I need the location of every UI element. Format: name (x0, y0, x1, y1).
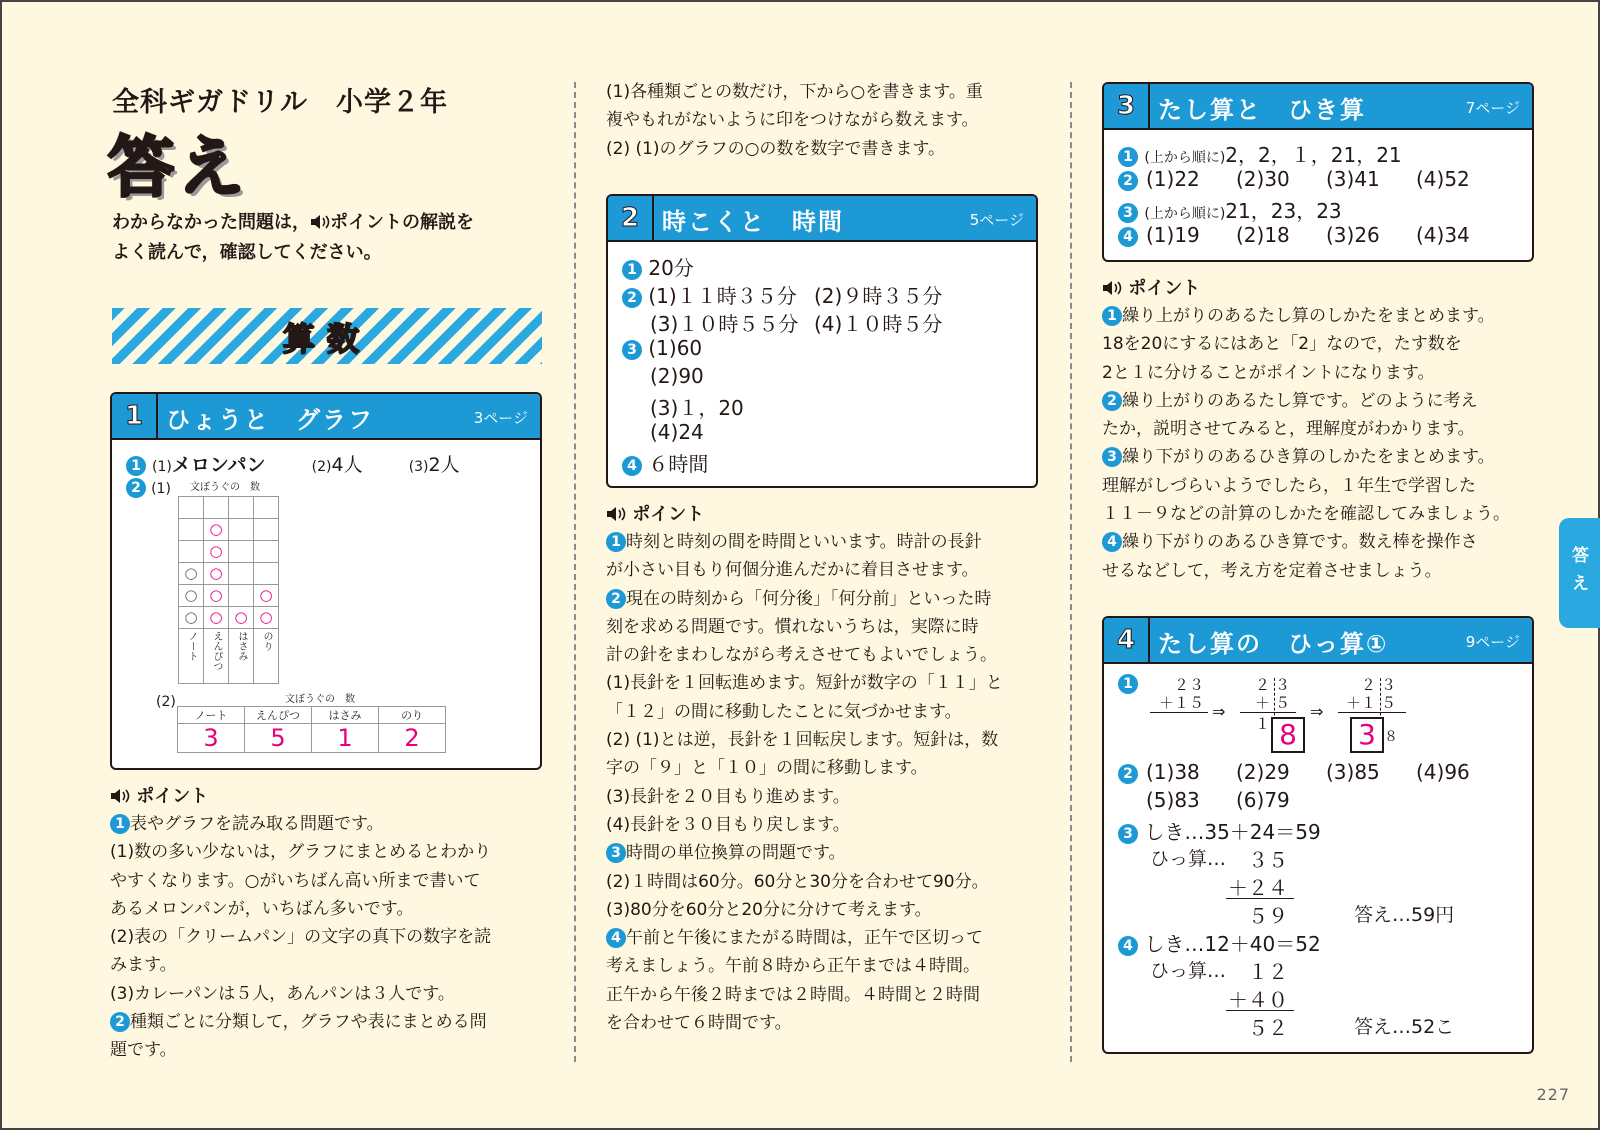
answers-side-tab[interactable] (1559, 518, 1600, 628)
point-line (606, 783, 1003, 811)
point-line (1102, 557, 1510, 585)
point-text: 現在の時刻から「何分後」「何分前」といった時 (626, 588, 992, 609)
middle-top-text (606, 78, 983, 163)
question-number: 2 (126, 478, 146, 498)
carry-digit: ８ (1384, 729, 1398, 745)
graph-cell (179, 497, 204, 519)
side-tab-char: 答 (1572, 546, 1589, 566)
point-number: 3 (1102, 447, 1122, 467)
graph-caption: 文ぼうぐの 数 (190, 482, 260, 493)
point-line (606, 698, 1003, 726)
point-line (606, 952, 1003, 980)
point-text: (4)長針を３０目もり戻します。 (606, 814, 850, 835)
point-line (110, 951, 491, 979)
graph-cell: ○ (204, 585, 229, 607)
side-tab-char: え (1572, 574, 1589, 594)
point-text: せるなどして，考え方を定着させましょう。 (1102, 560, 1442, 581)
s2-a4 (622, 448, 708, 477)
s2-a3-2: (2)90 (650, 364, 704, 388)
subject-label: 算数 (282, 320, 371, 358)
point-text: (2)表の「クリームパン」の文字の真下の数字を読 (110, 927, 492, 948)
s3-a2-1: (1)22 (1146, 167, 1200, 191)
point-line (606, 528, 1003, 556)
s3-a2-4: (4)52 (1416, 167, 1470, 191)
page-reference: 5ページ (969, 211, 1024, 229)
s2-a2-2: (2)９時３５分 (814, 284, 943, 308)
count-table (177, 706, 446, 753)
answer-note: (上から順に) (1144, 206, 1226, 222)
point-line (606, 754, 1003, 782)
table-header-cell: はさみ (312, 707, 379, 724)
point-text: 繰り上がりのあるたし算です。どのように考え (1122, 390, 1478, 411)
point-line (606, 556, 1003, 584)
graph-cell (204, 497, 229, 519)
point-line (606, 811, 1003, 839)
point-number: 2 (110, 1012, 130, 1032)
point-line (1102, 500, 1510, 528)
section-title: ひょうと グラフ (166, 406, 374, 434)
table-caption: 文ぼうぐの 数 (285, 694, 355, 705)
question-number: 3 (1118, 203, 1138, 223)
point-text: (2)１時間は60分。60分と30分を合わせて90分。 (606, 871, 989, 892)
question-number: 4 (1118, 936, 1138, 956)
section-title: 時こくと 時間 (662, 208, 844, 236)
point-line (1102, 528, 1510, 556)
graph-cell: ○ (204, 607, 229, 629)
answer-label: (1) (151, 481, 171, 497)
question-number: 4 (622, 456, 642, 476)
s4-a2-5: (5)83 (1146, 788, 1200, 812)
point-line (1102, 472, 1510, 500)
table-value-cell: 5 (245, 724, 312, 753)
s2-a2-3: (3)１０時５５分 (650, 312, 799, 336)
column-divider (1070, 82, 1072, 1062)
point-number: 1 (110, 814, 130, 834)
calc-line (1150, 712, 1208, 713)
answer-value: 21，23，23 (1225, 199, 1342, 223)
point-heading (110, 782, 208, 808)
answer-value: 2人 (428, 454, 460, 476)
page-reference: 3ページ (473, 409, 528, 427)
point-number: 4 (1102, 532, 1122, 552)
point-line (606, 981, 1003, 1009)
page-title: 答え (108, 129, 248, 206)
question-number: 2 (1118, 764, 1138, 784)
s3-a2-3: (3)41 (1326, 167, 1380, 191)
point-text: (2) (1)とは逆，長針を１回転戻します。短針は，数 (606, 730, 999, 751)
question-number: 3 (622, 340, 642, 360)
point-text: 繰り下がりのあるひき算です。数え棒を操作さ (1122, 532, 1478, 553)
point-line (110, 810, 491, 838)
point-text: (1)数の多い少ないは，グラフにまとめるとわかり (110, 842, 492, 863)
section-number: 1 (112, 394, 158, 438)
section-2-header (608, 196, 1036, 242)
s4-a2-2: (2)29 (1236, 760, 1290, 784)
table-header-cell: のり (379, 707, 446, 724)
point-text: 2と１に分けることがポイントになります。 (1102, 362, 1435, 383)
text-line: 複やもれがないように印をつけながら数えます。 (606, 110, 979, 131)
graph-cell: ○ (179, 585, 204, 607)
calc-step2-bot-b: ５ (1274, 694, 1290, 712)
s1-q2 (126, 478, 171, 498)
answer-note: (上から順に) (1144, 150, 1226, 166)
s4-q4 (1118, 928, 1321, 957)
question-number: 4 (1118, 227, 1138, 247)
graph-cell (229, 541, 254, 563)
graph-cell: ○ (179, 607, 204, 629)
question-number: 1 (622, 260, 642, 280)
calc-step3-top-a: ２ (1360, 676, 1376, 694)
point-text: (1)長針を１回転進めます。短針が数字の「１１」と (606, 673, 1003, 694)
pictograph (178, 496, 279, 684)
section-2-point-text (606, 528, 1003, 1037)
answer-box: 8 (1271, 717, 1305, 753)
answer-value: 4人 (331, 454, 363, 476)
point-text: (3)80分を60分と20分に分けて考えます。 (606, 899, 932, 920)
point-text: １１－９などの計算のしかたを確認してみましょう。 (1102, 504, 1510, 525)
point-line (606, 839, 1003, 867)
calc-line (1226, 1010, 1294, 1011)
answer-value: メロンパン (171, 454, 266, 476)
final-answer: 答え…59円 (1354, 904, 1455, 926)
question-number: 1 (126, 456, 146, 476)
intro-line1a: わからなかった問題は， (112, 212, 310, 233)
point-text: 時刻と時刻の間を時間といいます。時計の長針 (626, 532, 982, 552)
point-text: 理解がしづらいようでしたら，１年生で学習した (1102, 475, 1476, 496)
graph-cell (179, 519, 204, 541)
calc-step3-top-b: ３ (1380, 676, 1396, 694)
point-text: を合わせて６時間です。 (606, 1013, 792, 1034)
intro-text (112, 208, 532, 268)
point-text: 刻を求める問題です。慣れないうちは，実際に時 (606, 616, 979, 637)
point-line (1102, 387, 1510, 415)
point-text: 時間の単位換算の問題です。 (626, 843, 846, 864)
point-line (1102, 302, 1510, 330)
section-3-header (1104, 84, 1532, 130)
point-line (606, 868, 1003, 896)
point-text: たか，説明させてみると，理解度がわかります。 (1102, 419, 1475, 440)
graph-cell (254, 541, 279, 563)
s1-q1 (126, 450, 460, 477)
graph-category-label: ノート (179, 629, 204, 684)
point-line (110, 867, 491, 895)
graph-cell (229, 585, 254, 607)
graph-cell (254, 563, 279, 585)
calc-step2-bot-a: ＋１ (1254, 694, 1270, 733)
graph-cell (254, 497, 279, 519)
point-text: 字の「９」と「１０」の間に移動します。 (606, 758, 928, 779)
equation: しき…35＋24＝59 (1144, 820, 1321, 844)
s4-a2-4: (4)96 (1416, 760, 1470, 784)
point-line (110, 895, 491, 923)
answer-label: (2) (156, 694, 176, 710)
page-reference: 7ページ (1465, 99, 1520, 117)
calc-step2-top-a: ２ (1254, 676, 1270, 694)
hissan-mid: ＋２４ (1228, 876, 1288, 900)
point-text: 繰り下がりのあるひき算のしかたをまとめます。 (1122, 447, 1495, 468)
section-title: たし算と ひき算 (1158, 96, 1366, 124)
point-line (606, 726, 1003, 754)
s4-a2-1: (1)38 (1146, 760, 1200, 784)
point-number: 3 (606, 843, 626, 863)
point-number: 2 (606, 589, 626, 609)
point-line (606, 669, 1003, 697)
intro-line1b: ポイントの解説を (330, 212, 474, 233)
point-text: 考えましょう。午前８時から正午までは４時間。 (606, 956, 980, 977)
hissan-result: ５９ (1248, 904, 1288, 928)
point-line (110, 1036, 491, 1064)
page-reference: 9ページ (1465, 633, 1520, 651)
point-label: ポイント (1128, 278, 1201, 299)
point-line (606, 641, 1003, 669)
hissan-top: １２ (1248, 960, 1288, 984)
point-text: 種類ごとに分類して，グラフや表にまとめる問 (130, 1012, 487, 1033)
section-title: たし算の ひっ算① (1158, 630, 1389, 658)
arrow-icon: ⇒ (1310, 702, 1324, 721)
point-line (606, 896, 1003, 924)
s3-a3 (1118, 195, 1342, 224)
point-text: みます。 (110, 955, 177, 976)
point-line (1102, 330, 1510, 358)
book-title: 全科ギガドリル 小学２年 (112, 87, 448, 118)
point-label: ポイント (136, 786, 209, 807)
answer-label: (2) (311, 459, 332, 475)
point-text: 午前と午後にまたがる時間は，正午で区切って (626, 928, 983, 949)
point-line (110, 923, 491, 951)
section-3-point-text (1102, 302, 1510, 585)
calc-step1-top: ２３ (1173, 676, 1204, 694)
s3-a4-3: (3)26 (1326, 223, 1380, 247)
answer-value: 20分 (648, 256, 694, 280)
graph-cell: ○ (254, 585, 279, 607)
graph-cell (229, 563, 254, 585)
calc-step3-bot-b: ５ (1380, 694, 1396, 712)
intro-line2: よく読んで，確認してください。 (112, 242, 382, 263)
point-line (110, 980, 491, 1008)
answer-label: (3) (408, 459, 429, 475)
calc-line (1240, 712, 1296, 713)
s3-a1 (1118, 139, 1402, 168)
point-label: ポイント (632, 504, 705, 525)
s4-a2-6: (6)79 (1236, 788, 1290, 812)
s4-q3 (1118, 816, 1321, 845)
hissan-result: ５２ (1248, 1016, 1288, 1040)
section-1-point-text (110, 810, 491, 1065)
final-answer: 答え…52こ (1354, 1016, 1455, 1038)
point-line (606, 613, 1003, 641)
question-number: 3 (1118, 824, 1138, 844)
point-text: 正午から午後２時までは２時間。４時間と２時間 (606, 984, 980, 1005)
s4-q1-num (1118, 674, 1138, 694)
point-text: 繰り上がりのあるたし算のしかたをまとめます。 (1122, 306, 1495, 326)
point-text: 表やグラフを読み取る問題です。 (130, 814, 384, 834)
hissan-mid: ＋４０ (1228, 988, 1288, 1012)
hissan-top: ３５ (1248, 848, 1288, 872)
page-number: 227 (1536, 1085, 1570, 1104)
point-text: 計の針をまわしながら考えさせてもよいでしょう。 (606, 645, 997, 666)
calc-step3-bot-a: ＋１ (1345, 694, 1376, 712)
s3-a4 (1118, 223, 1138, 247)
graph-cell: ○ (204, 541, 229, 563)
table-header-cell: ノート (178, 707, 245, 724)
point-text: やすくなります。○がいちばん高い所まで書いて (110, 870, 481, 891)
s3-a2 (1118, 167, 1138, 191)
graph-cell: ○ (179, 563, 204, 585)
graph-cell: ○ (229, 607, 254, 629)
section-number: 4 (1104, 618, 1150, 662)
point-text: (3)長針を２０目もり進めます。 (606, 786, 850, 807)
answer-value: ６時間 (648, 452, 709, 476)
point-text: 18を20にするにはあと「2」なので，たす数を (1102, 334, 1462, 355)
point-line (1102, 443, 1510, 471)
section-number: 2 (608, 196, 654, 240)
point-number: 1 (606, 532, 626, 552)
answer-label: (1) (152, 459, 172, 475)
table-value-cell: 3 (178, 724, 245, 753)
point-heading (606, 500, 704, 526)
point-line (1102, 359, 1510, 387)
calc-step2-top-b: ３ (1274, 676, 1290, 694)
s2-a2-4: (4)１０時５分 (814, 312, 943, 336)
subject-banner (112, 308, 542, 364)
graph-cell (229, 497, 254, 519)
point-text: (3)カレーパンは５人，あんパンは３人です。 (110, 983, 455, 1004)
graph-category-label: はさみ (229, 629, 254, 684)
calc-line (1226, 898, 1294, 899)
question-number: 1 (1118, 147, 1138, 167)
point-line (1102, 415, 1510, 443)
calc-step1-bot: ＋１５ (1158, 694, 1204, 712)
table-header-cell: えんぴつ (245, 707, 312, 724)
graph-cell: ○ (254, 607, 279, 629)
point-text: あるメロンパンが，いちばん多いです。 (110, 898, 414, 919)
section-number: 3 (1104, 84, 1150, 128)
s2-a1 (622, 252, 694, 281)
answer-value: 2，2，１，21，21 (1225, 143, 1402, 167)
graph-cell: ○ (204, 563, 229, 585)
answer-value: (1)60 (648, 336, 703, 360)
speaker-icon (1102, 280, 1122, 296)
point-line (110, 838, 491, 866)
s2-a3-1 (622, 336, 702, 360)
section-4-header (1104, 618, 1532, 664)
s3-a2-2: (2)30 (1236, 167, 1290, 191)
hissan-label: ひっ算… (1150, 960, 1227, 982)
equation: しき…12＋40＝52 (1144, 932, 1321, 956)
text-line: (2) (1)のグラフの○の数を数字で書きます。 (606, 138, 946, 159)
column-divider (574, 82, 576, 1062)
point-heading (1102, 274, 1200, 300)
s4-q2 (1118, 760, 1138, 784)
point-number: 1 (1102, 306, 1122, 326)
table-value-cell: 1 (312, 724, 379, 753)
question-number: 1 (1118, 674, 1138, 694)
speaker-icon (310, 214, 330, 230)
point-line (606, 924, 1003, 952)
table-value-cell: 2 (379, 724, 446, 753)
point-text: が小さい目もり何個分進んだかに着目させます。 (606, 560, 979, 581)
section-1-header (112, 394, 540, 440)
point-number: 2 (1102, 391, 1122, 411)
hissan-label: ひっ算… (1150, 848, 1227, 870)
text-line: (1)各種類ごとの数だけ，下から○を書きます。重 (606, 82, 983, 102)
point-number: 4 (606, 928, 626, 948)
point-text: 「１２」の間に移動したことに気づかせます。 (606, 701, 962, 722)
question-number: 2 (622, 288, 642, 308)
question-number: 2 (1118, 171, 1138, 191)
s2-a2-row1 (622, 280, 797, 309)
arrow-icon: ⇒ (1212, 702, 1226, 721)
calc-line (1338, 712, 1406, 713)
graph-cell (254, 519, 279, 541)
graph-cell: ○ (204, 519, 229, 541)
point-line (606, 585, 1003, 613)
s2-a3-3: (3)１，20 (650, 396, 744, 420)
point-line (606, 1009, 1003, 1037)
point-text: 題です。 (110, 1040, 177, 1061)
graph-category-label: のり (254, 629, 279, 684)
s3-a4-4: (4)34 (1416, 223, 1470, 247)
graph-category-label: えんぴつ (204, 629, 229, 684)
s4-a2-3: (3)85 (1326, 760, 1380, 784)
answer-box: 3 (1350, 717, 1384, 753)
speaker-icon (110, 788, 130, 804)
point-line (110, 1008, 491, 1036)
graph-cell (179, 541, 204, 563)
s3-a4-1: (1)19 (1146, 223, 1200, 247)
s3-a4-2: (2)18 (1236, 223, 1290, 247)
speaker-icon (606, 506, 626, 522)
answer-value: (1)１１時３５分 (648, 284, 797, 308)
graph-cell (229, 519, 254, 541)
s2-a3-4: (4)24 (650, 420, 704, 444)
